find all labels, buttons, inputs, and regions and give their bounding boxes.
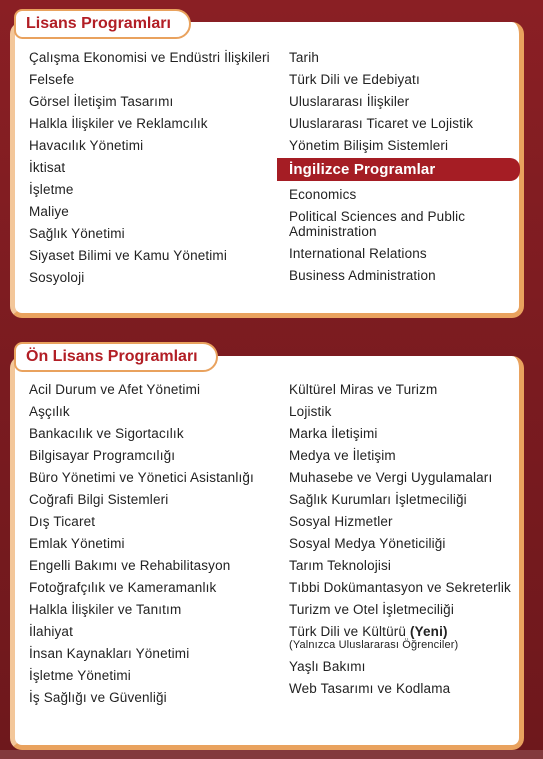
list-item: Sosyal Hizmetler: [289, 513, 393, 529]
lisans-panel: [10, 22, 524, 318]
list-item: İşletme Yönetimi: [29, 667, 131, 683]
list-item: Political Sciences and Public Administration: [289, 208, 466, 239]
onlisans-panel: [10, 356, 524, 750]
list-item: İlahiyat: [29, 623, 73, 639]
list-item: Sağlık Kurumları İşletmeciliği: [289, 491, 467, 507]
lisans-title: Lisans Programları: [14, 9, 191, 39]
list-item: Siyaset Bilimi ve Kamu Yönetimi: [29, 247, 227, 263]
list-item: Tıbbi Dokümantasyon ve Sekreterlik: [289, 579, 511, 595]
list-item: Acil Durum ve Afet Yönetimi: [29, 381, 201, 397]
list-item: Fotoğrafçılık ve Kameramanlık: [29, 579, 217, 595]
bottom-strip: [0, 750, 543, 759]
onlisans-title: Ön Lisans Programları: [14, 342, 218, 372]
list-item: Uluslararası Ticaret ve Lojistik: [289, 115, 474, 131]
list-item: Tarih: [289, 49, 320, 65]
list-item: Uluslararası İlişkiler: [289, 93, 410, 109]
list-item: Türk Dili ve Edebiyatı: [289, 71, 420, 87]
list-item: Tarım Teknolojisi: [289, 557, 392, 573]
list-item: Lojistik: [289, 403, 332, 419]
onlisans-left-list: [29, 378, 279, 708]
list-item: Economics: [289, 186, 357, 202]
list-item: Coğrafi Bilgi Sistemleri: [29, 491, 169, 507]
new-tag: (Yeni): [409, 623, 448, 639]
list-item: Bilgisayar Programcılığı: [29, 447, 176, 463]
list-item: Marka İletişimi: [289, 425, 378, 441]
lisans-right-list: [289, 46, 519, 286]
list-item: Yaşlı Bakımı: [289, 658, 366, 674]
list-item: Medya ve İletişim: [289, 447, 396, 463]
list-item: Aşçılık: [29, 403, 70, 419]
list-item: International Relations: [289, 245, 427, 261]
list-item: Muhasebe ve Vergi Uygulamaları: [289, 469, 493, 485]
turk-dili-label: Türk Dili ve Kültürü: [289, 623, 407, 639]
list-item: Maliye: [29, 203, 69, 219]
list-item: Dış Ticaret: [29, 513, 96, 529]
list-item: Çalışma Ekonomisi ve Endüstri İlişkileri: [29, 49, 270, 65]
list-item: Engelli Bakımı ve Rehabilitasyon: [29, 557, 231, 573]
list-item: Sağlık Yönetimi: [29, 225, 125, 241]
list-item: İşletme: [29, 181, 74, 197]
list-item: Görsel İletişim Tasarımı: [29, 93, 174, 109]
list-item: Kültürel Miras ve Turizm: [289, 381, 438, 397]
list-item: Web Tasarımı ve Kodlama: [289, 680, 451, 696]
list-item: Halkla İlişkiler ve Tanıtım: [29, 601, 182, 617]
list-item: Yönetim Bilişim Sistemleri: [289, 137, 449, 153]
list-item: Felsefe: [29, 71, 75, 87]
english-programs-heading: İngilizce Programlar: [277, 158, 520, 181]
onlisans-right-list: [289, 378, 519, 699]
list-item: Bankacılık ve Sigortacılık: [29, 425, 184, 441]
list-item: Sosyal Medya Yöneticiliği: [289, 535, 446, 551]
turk-dili-note: (Yalnızca Uluslararası Öğrenciler): [289, 638, 459, 651]
list-item-turk-dili: [289, 620, 519, 655]
list-item: İnsan Kaynakları Yönetimi: [29, 645, 190, 661]
list-item: Sosyoloji: [29, 269, 85, 285]
list-item: İş Sağlığı ve Güvenliği: [29, 689, 167, 705]
lisans-left-list: [29, 46, 279, 288]
list-item: İktisat: [29, 159, 66, 175]
list-item: Emlak Yönetimi: [29, 535, 125, 551]
list-item: Halkla İlişkiler ve Reklamcılık: [29, 115, 208, 131]
list-item: Turizm ve Otel İşletmeciliği: [289, 601, 454, 617]
list-item: Havacılık Yönetimi: [29, 137, 144, 153]
list-item: Business Administration: [289, 267, 436, 283]
list-item: Büro Yönetimi ve Yönetici Asistanlığı: [29, 469, 254, 485]
